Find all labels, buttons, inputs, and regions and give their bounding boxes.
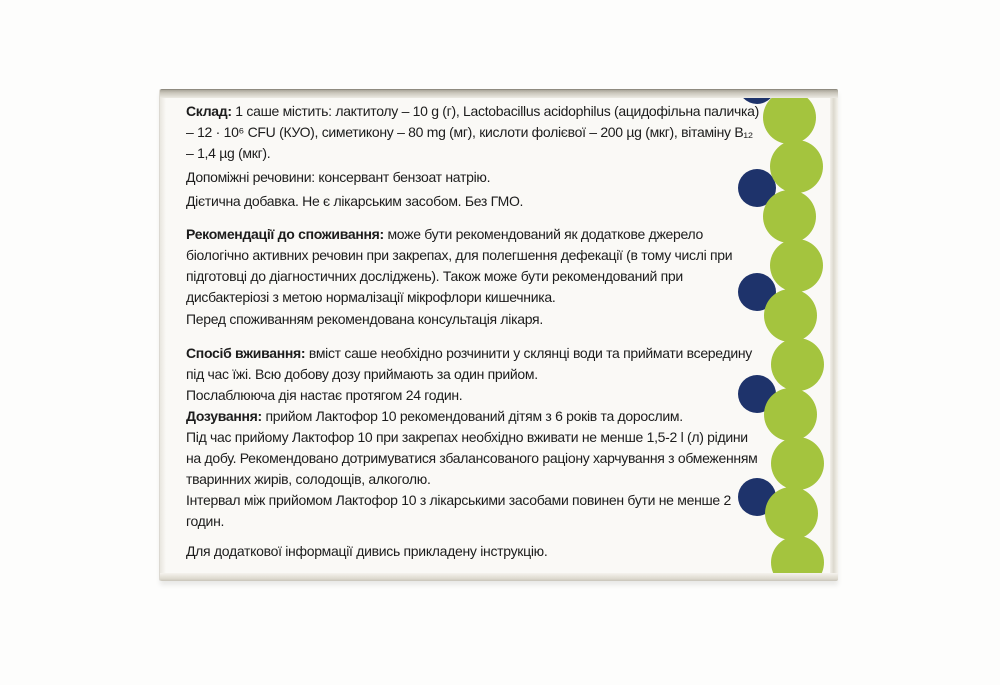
green-circle [771, 437, 824, 490]
more-info-text: Для додаткової інформації дивись прикладену інструкцію. [186, 543, 548, 559]
green-circle [770, 140, 823, 193]
green-circle [763, 91, 816, 144]
green-circle [770, 239, 823, 292]
box-right-edge [830, 89, 838, 581]
interval-text: Інтервал між прийомом Лактофор 10 з лікарськими засобами повинен бути не менше 2 годин. [186, 492, 731, 529]
recommendations-text-heading: Рекомендації до споживання: [186, 226, 384, 242]
green-circle [771, 338, 824, 391]
usage-text: Спосіб вживання: вміст саше необхідно розчинити у склянці води та приймати всередину під час їжі. Всю добову дозу приймають за один прийом. [186, 345, 752, 382]
note-text: Дієтична добавка. Не є лікарським засобом. Без ГМО. [186, 193, 524, 209]
box-top-edge [160, 89, 838, 98]
composition-text: Склад: 1 саше містить: лактитолу – 10 g (г), Lactobacillus acidophilus (ацидофільна паличка) – 12 · 10⁶ CFU (КУО), симетикону – 80 mg (мг), кислоти фолієвої – 200 µg (мкг), вітаміну B₁₂ – 1,4 µg (мкг). [186, 103, 759, 161]
excipients-text: Допоміжні речовини: консервант бензоат натрію. [186, 169, 491, 185]
label-text-area [186, 101, 762, 562]
package-box [160, 89, 838, 581]
dosage-text: Дозування: прийом Лактофор 10 рекомендований дітям з 6 років та дорослим. [186, 408, 683, 424]
laxative-effect-text: Послаблююча дія настає протягом 24 годин. [186, 387, 463, 403]
green-circle [764, 289, 817, 342]
box-left-edge [160, 89, 166, 581]
green-circle [764, 388, 817, 441]
usage-text-heading: Спосіб вживання: [186, 345, 306, 361]
green-circle [763, 190, 816, 243]
recommendations-text: Рекомендації до споживання: може бути рекомендований як додаткове джерело біологічно активних речовин при закрепах, для полегшення дефекації (в тому числі при підготовці до діагностичних досліджень). Також може бути рекомендований при дисбактеріозі з метою нормалізації мікрофлори кишечника. [186, 226, 733, 305]
dosage-text-heading: Дозування: [186, 408, 262, 424]
box-bottom-edge [160, 573, 838, 581]
composition-text-heading: Склад: [186, 103, 232, 119]
consultation-text: Перед споживанням рекомендована консультація лікаря. [186, 311, 543, 327]
dosage-details-text: Під час прийому Лактофор 10 при закрепах необхідно вживати не менше 1,5-2 l (л) рідини на добу. Рекомендовано дотримуватися збалансованого раціону харчування з обмеженням тваринних жирів, солодощів, алкоголю. [186, 429, 758, 487]
green-circle [765, 487, 818, 540]
